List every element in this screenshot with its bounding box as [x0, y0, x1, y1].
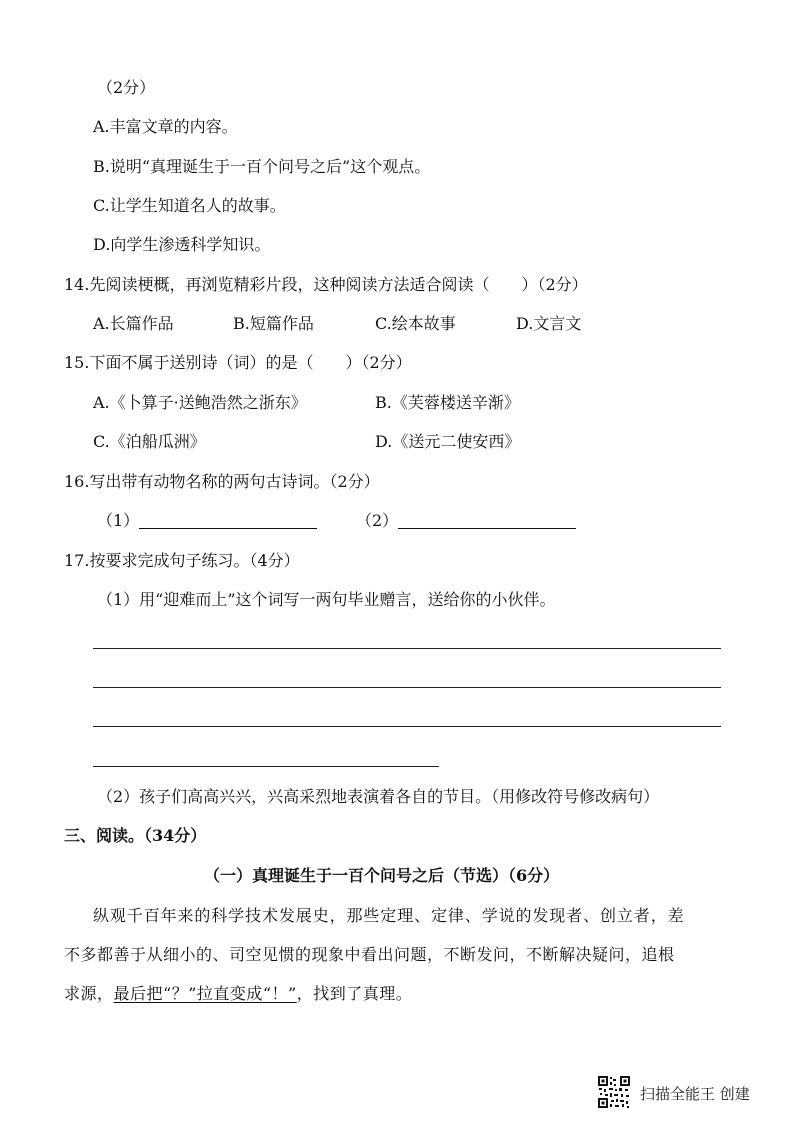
q14-stem: 14.先阅读梗概，再浏览精彩片段，这种阅读方法适合阅读（ ）（2分） — [64, 275, 588, 294]
section-3-heading: 三、阅读。（34分） — [64, 826, 207, 845]
q14-option-a: A.长篇作品 — [93, 314, 174, 333]
q14-option-c: C.绘本故事 — [375, 314, 456, 333]
passage-underlined-sentence: 最后把“？”拉直变成“！” — [113, 984, 297, 1003]
q16-blank-1-label: （1） — [97, 511, 140, 530]
q15-stem: 15.下面不属于送别诗（词）的是（ ）（2分） — [64, 353, 412, 372]
q14-option-d: D.文言文 — [516, 314, 582, 333]
q13-points: （2分） — [97, 78, 156, 97]
passage-line-1: 纵观千百年来的科学技术发展史，那些定理、定律、学说的发现者、创立者，差 — [93, 906, 685, 925]
q13-option-a: A.丰富文章的内容。 — [93, 117, 238, 136]
q13-option-b: B.说明“真理诞生于一百个问号之后”这个观点。 — [93, 157, 431, 176]
q15-option-c: C.《泊船瓜洲》 — [93, 432, 206, 451]
q16-answer-1[interactable] — [97, 511, 317, 531]
passage-line-3 — [64, 984, 412, 1004]
q13-option-d: D.向学生渗透科学知识。 — [93, 235, 271, 254]
passage-title: （一）真理诞生于一百个问号之后（节选）（6分） — [204, 866, 560, 885]
q16-answer-2[interactable] — [356, 511, 576, 531]
q15-option-b: B.《芙蓉楼送辛渐》 — [375, 393, 520, 412]
q16-blank-2-line[interactable] — [398, 512, 576, 529]
passage-line-3-start: 求源， — [64, 984, 114, 1003]
q17-part-1: （1）用“迎难而上”这个词写一两句毕业赠言，送给你的小伙伴。 — [97, 590, 556, 609]
q16-blank-2-label: （2） — [356, 511, 399, 530]
q13-option-c: C.让学生知道名人的故事。 — [93, 196, 286, 215]
q15-option-a: A.《卜算子·送鲍浩然之浙东》 — [93, 393, 307, 412]
answer-line-1[interactable] — [93, 648, 721, 649]
passage-line-2: 不多都善于从细小的、司空见惯的现象中看出问题，不断发问，不断解决疑问，追根 — [64, 945, 675, 964]
q15-option-d: D.《送元二使安西》 — [375, 432, 521, 451]
q17-stem: 17.按要求完成句子练习。（4分） — [64, 551, 300, 570]
answer-line-2[interactable] — [93, 687, 721, 688]
q17-part-2: （2）孩子们高高兴兴，兴高采烈地表演着各自的节目。（用修改符号修改病句） — [97, 787, 660, 806]
passage-line-3-end: ，找到了真理。 — [296, 984, 413, 1003]
answer-line-3[interactable] — [93, 726, 721, 727]
q14-option-b: B.短篇作品 — [233, 314, 314, 333]
answer-line-4[interactable] — [93, 766, 439, 767]
qr-code-icon — [597, 1075, 631, 1109]
q16-stem: 16.写出带有动物名称的两句古诗词。（2分） — [64, 472, 380, 491]
scanner-watermark-text: 扫描全能王 创建 — [640, 1085, 750, 1103]
q16-blank-1-line[interactable] — [139, 512, 317, 529]
